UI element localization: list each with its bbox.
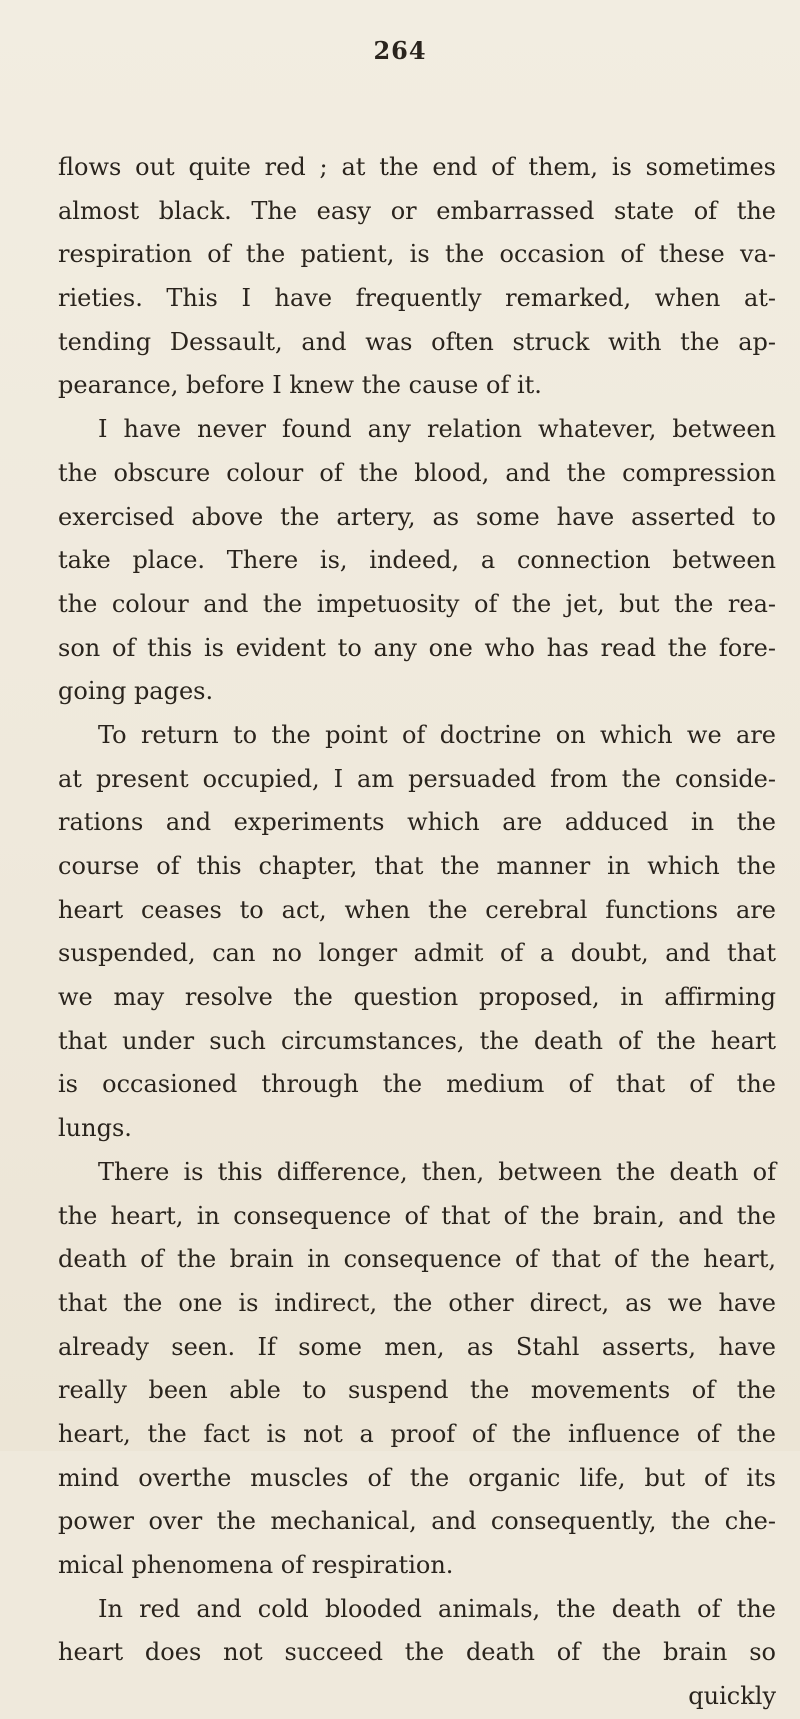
text-line: heart ceases to act, when the cerebral functions are bbox=[58, 895, 776, 924]
text-line: respiration of the patient, is the occasion of these va- bbox=[58, 240, 776, 269]
text-line: lungs. bbox=[58, 1114, 132, 1143]
body-text bbox=[58, 146, 776, 1719]
text-line: power over the mechanical, and consequently, the che- bbox=[58, 1507, 776, 1536]
text-line: going pages. bbox=[58, 677, 214, 706]
text-line: at present occupied, I am persuaded from the conside- bbox=[58, 764, 776, 793]
text-line: course of this chapter, that the manner in which the bbox=[58, 852, 776, 880]
text-line: pearance, before I knew the cause of it. bbox=[58, 371, 542, 400]
text-line: son of this is evident to any one who has read the fore- bbox=[58, 633, 776, 662]
text-line: that the one is indirect, the other direct, as we have bbox=[58, 1288, 776, 1317]
text-line: really been able to suspend the movements of the bbox=[58, 1376, 776, 1405]
text-line: rieties. This I have frequently remarked, when at- bbox=[58, 284, 776, 313]
text-line: To return to the point of doctrine on which we are bbox=[98, 720, 776, 749]
text-line: the colour and the impetuosity of the jet, but the rea- bbox=[58, 589, 776, 618]
text-line: the obscure colour of the blood, and the compression bbox=[58, 458, 776, 487]
text-line: There is this difference, then, between the death of bbox=[98, 1157, 776, 1186]
text-line: tending Dessault, and was often struck with the ap- bbox=[58, 327, 776, 356]
text-line: I have never found any relation whatever, between bbox=[98, 415, 776, 444]
text-line: death of the brain in consequence of that of the heart, bbox=[58, 1245, 776, 1274]
text-line: almost black. The easy or embarrassed state of the bbox=[58, 196, 776, 225]
text-line: heart does not succeed the death of the brain so bbox=[58, 1638, 776, 1667]
text-line: mical phenomena of respiration. bbox=[58, 1551, 454, 1579]
text-line: In red and cold blooded animals, the death of the bbox=[98, 1594, 776, 1623]
page-number: 264 bbox=[373, 36, 427, 65]
text-line: that under such circumstances, the death of the heart bbox=[58, 1026, 776, 1055]
text-line: we may resolve the question proposed, in affirming bbox=[58, 983, 776, 1012]
text-line: mind overthe muscles of the organic life, but of its bbox=[58, 1463, 776, 1492]
text-line: exercised above the artery, as some have asserted to bbox=[58, 502, 776, 531]
text-line: take place. There is, indeed, a connection between bbox=[58, 546, 776, 575]
text-line: the heart, in consequence of that of the brain, and the bbox=[58, 1201, 776, 1230]
text-line: rations and experiments which are adduced in the bbox=[58, 808, 776, 837]
text-line: heart, the fact is not a proof of the influence of the bbox=[58, 1419, 776, 1448]
text-line: quickly bbox=[688, 1682, 776, 1711]
text-line: already seen. If some men, as Stahl asserts, have bbox=[58, 1332, 776, 1361]
text-line: is occasioned through the medium of that of the bbox=[58, 1070, 776, 1099]
text-line: suspended, can no longer admit of a doubt, and that bbox=[58, 939, 776, 968]
text-line: flows out quite red ; at the end of them, is sometimes bbox=[58, 153, 776, 181]
